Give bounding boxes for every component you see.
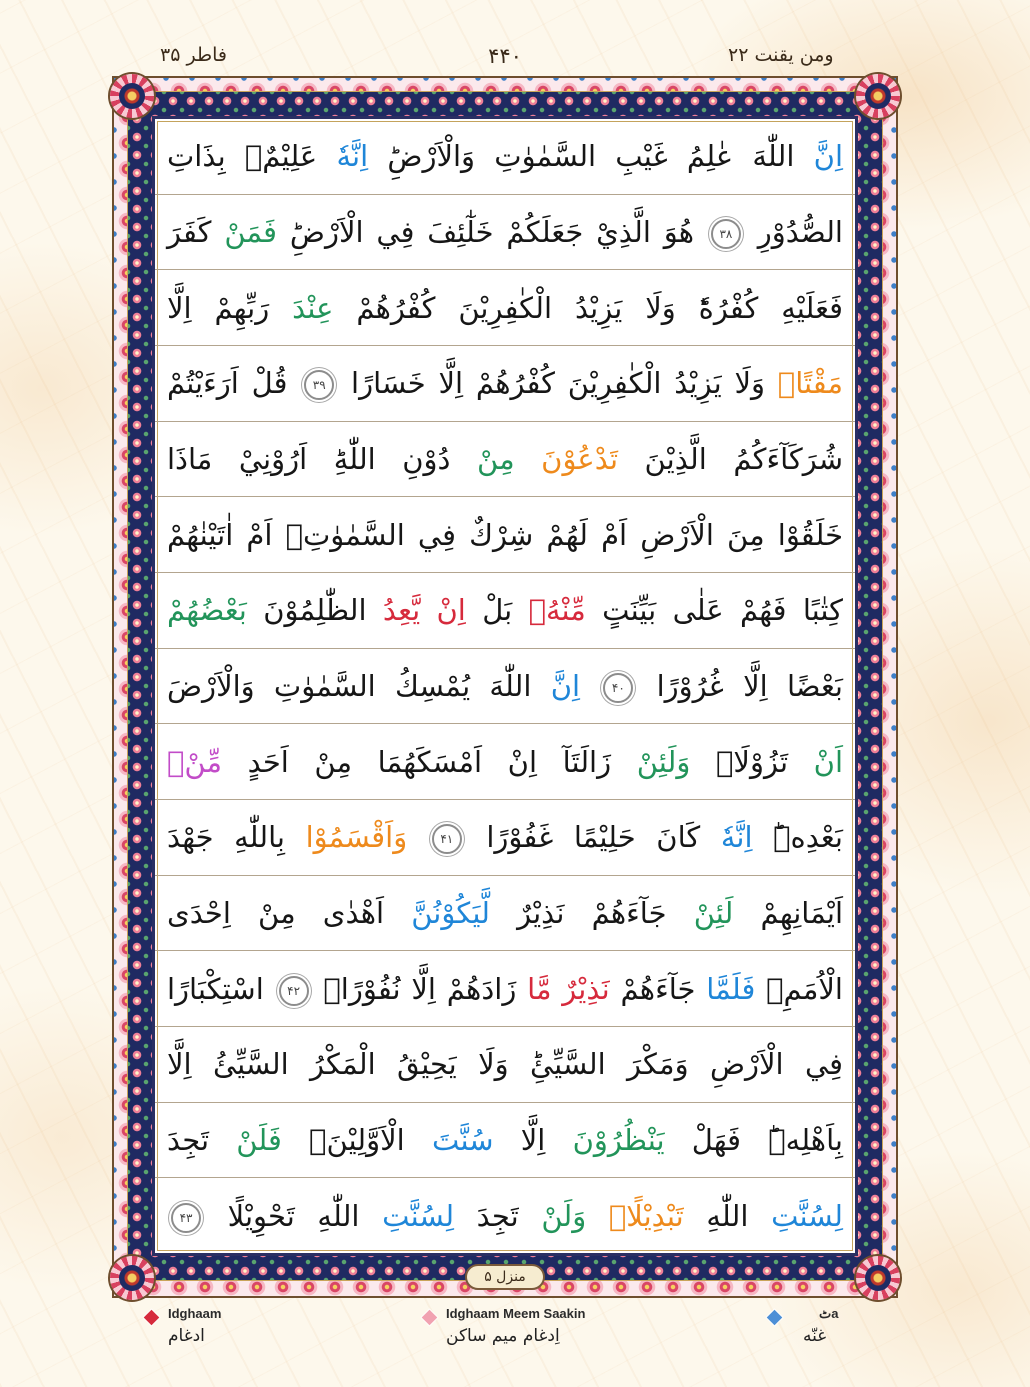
quran-line — [155, 195, 855, 271]
verse-text: تَزُوْلَاۚ — [690, 744, 814, 779]
tajweed-highlight-blue: فَلَمَّا — [706, 971, 756, 1006]
verse-text: بَعْضًا اِلَّا غُرُوْرًا — [637, 669, 844, 704]
corner-rosette-icon — [856, 1256, 900, 1300]
quran-line — [155, 422, 855, 498]
verse-text: زَالَتَآ اِنْ اَمْسَكَهُمَا مِنْ اَحَدٍ — [222, 744, 637, 779]
verse-text: بِاَهْلِهٖؕ فَهَلْ — [664, 1123, 843, 1158]
tajweed-highlight-blue: لِسُنَّتِ — [771, 1198, 843, 1233]
legend-english-label: ٹa — [819, 1306, 839, 1321]
verse-text: اسْتِكْبَارًا — [167, 971, 275, 1006]
legend-ghunna — [769, 1306, 969, 1356]
quran-line — [155, 497, 855, 573]
ghunna-diamond-icon — [767, 1310, 783, 1326]
quran-line — [155, 800, 855, 876]
tajweed-highlight-red: اِنْ يَّعِدُ — [382, 593, 466, 628]
tajweed-highlight-blue: اِنَّ — [813, 139, 843, 174]
quran-line-text — [167, 204, 843, 260]
legend-arabic-label: اِدغام ميم ساكن — [446, 1326, 560, 1346]
tajweed-highlight-orange: تَدْعُوْنَ — [541, 442, 619, 477]
tajweed-highlight-green: مِنْ — [477, 442, 542, 477]
quran-line-text — [167, 355, 843, 411]
ayah-end-marker: ۴۳ — [171, 1203, 201, 1233]
tajweed-highlight-green: يَنْظُرُوْنَ — [572, 1123, 665, 1158]
verse-text: فَعَلَيْهِ كُفْرُهٗؕ وَلَا يَزِيْدُ الْكٰفِرِيْنَ كُفْرُهُمْ — [333, 290, 843, 325]
corner-rosette-icon — [110, 74, 154, 118]
text-panel — [152, 116, 858, 1256]
tajweed-highlight-blue: لِسُنَّتِ — [382, 1198, 455, 1233]
page-number: ۴۴۰ — [488, 44, 522, 68]
legend-arabic-label: غنّه — [803, 1326, 827, 1346]
idghaam-diamond-icon — [144, 1310, 160, 1326]
quran-line-text — [167, 658, 843, 714]
tajweed-highlight-green: وَلَنْ — [541, 1198, 609, 1233]
ayah-end-marker: ۴۱ — [432, 824, 462, 854]
verse-text: هُوَ الَّذِيْ جَعَلَكُمْ خَلٰٓئِفَ فِي الْاَرْضِؕ — [277, 215, 707, 249]
tajweed-highlight-red: نَذِيْرٌ مَّا — [527, 971, 610, 1006]
tajweed-highlight-green: فَمَنْ — [224, 215, 278, 249]
quran-line-text — [167, 1112, 843, 1168]
corner-rosette-icon — [110, 1256, 154, 1300]
verse-text: اللّٰهِ تَحْوِيْلًا — [205, 1198, 383, 1233]
quran-line — [155, 346, 855, 422]
verse-text: اللّٰهِ — [683, 1198, 772, 1233]
quran-line-text — [167, 1036, 843, 1092]
quran-line — [155, 270, 855, 346]
quran-line — [155, 119, 855, 195]
tajweed-highlight-blue: اِنَّهٗ — [720, 820, 753, 855]
quran-line — [155, 573, 855, 649]
verse-text: رَبِّهِمْ اِلَّا — [167, 290, 293, 325]
manzil-cartouche: منزل ۵ — [465, 1264, 545, 1290]
legend-english-label: Idghaam Meem Saakin — [446, 1306, 586, 1321]
ayah-end-marker: ۳۹ — [304, 370, 334, 400]
legend-arabic-label: ادغام — [168, 1326, 205, 1346]
verse-text: تَجِدَ — [454, 1198, 542, 1233]
verse-text: تَجِدَ — [167, 1123, 237, 1158]
tajweed-highlight-orange: تَبْدِيْلًاۚ — [608, 1198, 684, 1233]
verse-text: كَفَرَ — [167, 215, 225, 249]
verse-text: بَلْ — [465, 593, 529, 628]
ornamental-frame — [112, 76, 898, 1298]
tajweed-highlight-red: مِّنْهُۚ — [528, 593, 586, 628]
verse-text: خَلَقُوْا مِنَ الْاَرْضِ اَمْ لَهُمْ شِرْكٌ فِي السَّمٰوٰتِۚ اَمْ اٰتَيْنٰهُمْ — [167, 517, 843, 552]
quran-line-text — [167, 961, 843, 1017]
verse-text: كِتٰبًا فَهُمْ عَلٰى بَيِّنَتٍ — [585, 593, 843, 628]
verse-text: اَيْمَانِهِمْ — [733, 896, 843, 931]
verse-text: دُوْنِ اللّٰهِؕ اَرُوْنِيْ مَاذَا — [167, 442, 477, 477]
ayah-end-marker: ۳۸ — [711, 219, 741, 249]
quran-line-text — [167, 1188, 843, 1244]
tajweed-highlight-green: لَئِنْ — [693, 896, 734, 931]
verse-text: فِي الْاَرْضِ وَمَكْرَ السَّيِّئِؕ وَلَا يَحِيْقُ الْمَكْرُ السَّيِّئُ اِلَّا — [167, 1047, 843, 1082]
verse-text: الظّٰلِمُوْنَ — [246, 593, 383, 628]
corner-rosette-icon — [856, 74, 900, 118]
quran-line — [155, 876, 855, 952]
verse-text: جَآءَهُمْ نَذِيْرٌ — [489, 896, 694, 931]
juz-header: ومن يقنت ۲۲ — [728, 44, 834, 66]
quran-line-text — [167, 734, 843, 790]
quran-line-text — [167, 128, 843, 184]
verse-text: بَعْدِهٖؕ — [752, 820, 843, 855]
verse-text: زَادَهُمْ اِلَّا نُفُوْرًاۙ — [312, 971, 528, 1006]
tajweed-highlight-green: بَعْضُهُمْ — [167, 593, 247, 628]
tajweed-highlight-blue: اِنَّ — [550, 669, 600, 704]
tajweed-highlight-green: فَلَنْ — [236, 1123, 282, 1158]
verse-text: الصُّدُوْرِ — [744, 215, 843, 249]
quran-line — [155, 1027, 855, 1103]
tajweed-highlight-blue: اِنَّهٗ — [336, 139, 369, 174]
verse-text: الْاَوَّلِيْنَۚ — [281, 1123, 432, 1158]
verse-text: الْاُمَمِۚ — [755, 971, 843, 1006]
quran-line-text — [167, 431, 843, 487]
verse-text: جَآءَهُمْ — [609, 971, 707, 1006]
surah-header: فاطر ۳۵ — [160, 44, 227, 66]
tajweed-highlight-orange: وَاَقْسَمُوْا — [305, 820, 428, 855]
legend-english-label: Idghaam — [168, 1306, 222, 1321]
ayah-end-marker: ۴۲ — [279, 976, 309, 1006]
quran-line-text — [167, 809, 843, 865]
legend-idghaam-meem-saakin — [424, 1306, 624, 1356]
quran-line — [155, 1178, 855, 1253]
quran-line — [155, 649, 855, 725]
quran-line-text — [167, 582, 843, 638]
quran-line — [155, 951, 855, 1027]
verse-text: وَلَا يَزِيْدُ الْكٰفِرِيْنَ كُفْرُهُمْ اِلَّا خَسَارًا — [338, 366, 778, 401]
verse-text: قُلْ اَرَءَيْتُمْ — [167, 366, 301, 401]
quran-line-text — [167, 507, 843, 563]
tajweed-highlight-green: وَلَئِنْ — [636, 744, 691, 779]
verse-text: اَهْدٰى مِنْ اِحْدَى — [167, 896, 412, 931]
verse-text: كَانَ حَلِيْمًا غَفُوْرًا — [465, 820, 721, 855]
legend-idghaam — [146, 1306, 346, 1356]
verse-text: اللّٰهَ عٰلِمُ غَيْبِ السَّمٰوٰتِ وَالْاَرْضِؕ — [368, 139, 814, 174]
idghaam-meem-diamond-icon — [422, 1310, 438, 1326]
quran-line — [155, 724, 855, 800]
tajweed-highlight-green: اَنْ — [813, 744, 843, 779]
verse-text: اللّٰهَ يُمْسِكُ السَّمٰوٰتِ وَالْاَرْضَ — [167, 669, 551, 704]
verse-text: عَلِيْمٌۢ بِذَاتِ — [167, 139, 337, 174]
verse-text: شُرَكَآءَكُمُ الَّذِيْنَ — [618, 442, 844, 477]
quran-line — [155, 1103, 855, 1179]
quran-line-text — [167, 280, 843, 336]
quran-line-text — [167, 885, 843, 941]
verse-text: اِلَّا — [493, 1123, 573, 1158]
tajweed-highlight-green: عِنْدَ — [292, 290, 334, 325]
tajweed-highlight-orange: مَقْتًاۚ — [777, 366, 843, 401]
ayah-end-marker: ۴۰ — [603, 673, 633, 703]
tajweed-highlight-blue: لَّيَكُوْنُنَّ — [411, 896, 490, 931]
tajweed-highlight-blue: سُنَّتَ — [431, 1123, 494, 1158]
tajweed-highlight-purple: مِّنْۢ — [167, 744, 223, 779]
verse-text: بِاللّٰهِ جَهْدَ — [167, 820, 306, 855]
